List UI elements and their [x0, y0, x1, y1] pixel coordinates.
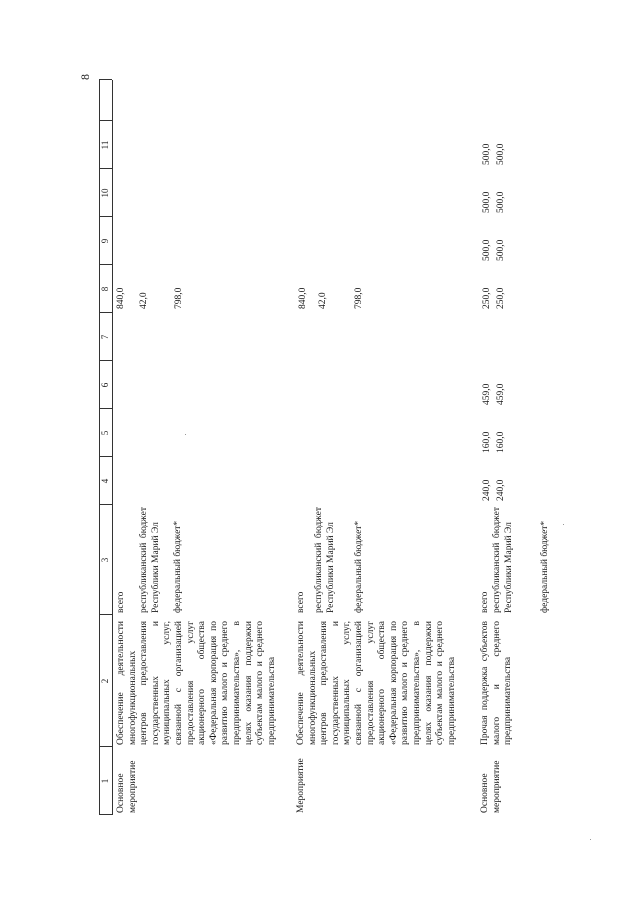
value-cell: 42,0	[318, 292, 328, 309]
header-cell: 11	[100, 140, 110, 150]
value-cell: 240,0	[496, 479, 506, 501]
header-cell: 4	[100, 478, 110, 484]
source-label: республиканский бюджет Республики Марий Эл	[139, 507, 161, 613]
value-cell: 500,0	[496, 191, 506, 213]
source-label: всего	[116, 591, 126, 613]
header-cell: 10	[100, 188, 110, 198]
value-cell: 250,0	[496, 287, 506, 309]
row-kind: Основное мероприятие	[480, 760, 502, 813]
value-cell: 500,0	[482, 239, 492, 261]
header-cell: 1	[100, 778, 110, 784]
value-cell: 798,0	[354, 287, 364, 309]
row-description: Обеспечение деятельности многофункциональных центров предоставления государственных и муниципальных услуг, связанной с организацией предоставления услуг акционерного общества «Федеральная корпорация по развитию малого и среднего предпринимательства», в целях оказания поддержки субъектам малого и среднего предпринимательства	[116, 621, 277, 745]
header-cell: 5	[100, 430, 110, 436]
header-cell: 3	[100, 557, 110, 563]
header-cell: 7	[100, 334, 110, 340]
source-label: федеральный бюджет*	[540, 520, 550, 613]
value-cell: 500,0	[496, 239, 506, 261]
value-cell: 840,0	[298, 287, 308, 309]
source-label: республиканский бюджет Республики Марий Эл	[314, 507, 336, 613]
value-cell: 42,0	[139, 292, 149, 309]
value-cell: 240,0	[482, 479, 492, 501]
row-description: Прочая поддержка субъектов малого и среднего предпринимательства	[480, 621, 514, 745]
page-number: 8	[78, 74, 92, 80]
value-cell: 840,0	[116, 287, 126, 309]
value-cell: 250,0	[482, 287, 492, 309]
value-cell: 798,0	[174, 287, 184, 309]
value-cell: 160,0	[496, 431, 506, 453]
source-label: федеральный бюджет*	[354, 520, 364, 613]
row-kind: Основное мероприятие	[116, 760, 138, 813]
value-cell: 500,0	[482, 143, 492, 165]
header-cell: 2	[100, 678, 110, 684]
value-cell: 500,0	[482, 191, 492, 213]
source-label: всего	[296, 591, 306, 613]
value-cell: 160,0	[482, 431, 492, 453]
value-cell: 459,0	[496, 383, 506, 405]
source-label: федеральный бюджет*	[173, 520, 183, 613]
row-description: Обеспечение деятельности многофункциональных центров предоставления государственных и муниципальных услуг, связанной с организацией предоставления услуг акционерного общества «Федеральная корпорация по развитию малого и среднего предпринимательства», в целях оказания поддержки субъектам малого и среднего предпринимательства	[296, 621, 457, 745]
header-cell: 8	[100, 286, 110, 292]
header-cell: 6	[100, 382, 110, 388]
header-cell: 9	[100, 238, 110, 244]
value-cell: 500,0	[496, 143, 506, 165]
value-cell: 459,0	[482, 383, 492, 405]
source-label: всего	[480, 591, 490, 613]
source-label: республиканский бюджет Республики Марий Эл	[492, 507, 514, 613]
row-kind: Мероприятие	[296, 758, 306, 813]
